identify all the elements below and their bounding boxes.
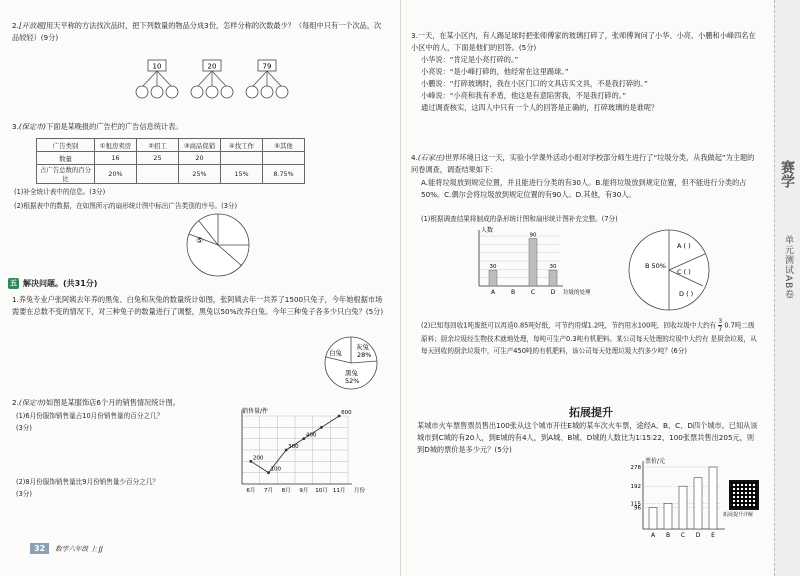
sub2-text: 0.7吨二级原料；厨余垃圾经生物技术就地处理，每吨可生产0.3吨有机肥料。某公司每天处理的垃圾中大约有 xyxy=(421,321,755,343)
table-cell-blank[interactable] xyxy=(137,165,179,184)
question-4-sub2 xyxy=(421,318,761,357)
question-number: 4. xyxy=(411,153,418,162)
question-tag: (保定市) xyxy=(18,122,47,131)
x-tick-label: 6月 xyxy=(246,488,256,494)
data-point xyxy=(338,415,341,418)
table-cell: 20 xyxy=(179,152,221,165)
section-title: 解决问题。(共31分) xyxy=(23,279,98,288)
answer-circle[interactable] xyxy=(191,86,203,98)
side-spine xyxy=(774,0,800,576)
answer-circle[interactable] xyxy=(221,86,233,98)
answer-circle[interactable] xyxy=(151,86,163,98)
bar xyxy=(649,508,657,529)
dialogue-line: 小鹏说：“打碎玻璃时，我在小区门口的文具店买文具，不是我打碎的。” xyxy=(421,79,648,88)
pie-label-black: 黑兔 xyxy=(345,369,358,377)
pie-label-c: C ( ) xyxy=(677,268,691,276)
sub2-text: (2)已知每回收1吨废纸可以再造0.85吨好纸，可节约用煤1.2吨，节约用水100吨，回收垃圾中大约有 xyxy=(421,321,717,330)
bar-value-label: 30 xyxy=(489,264,497,271)
table-cell: 25 xyxy=(137,152,179,165)
pie-label-d: D ( ) xyxy=(679,290,694,298)
rabbit-pie-chart xyxy=(315,333,387,393)
ticket-price-chart xyxy=(621,455,731,539)
table-cell: 25% xyxy=(179,165,221,184)
data-point xyxy=(249,460,252,463)
answer-circle[interactable] xyxy=(206,86,218,98)
waste-pie-chart xyxy=(619,224,719,316)
table-cell: 15% xyxy=(221,165,263,184)
x-tick-label: C xyxy=(680,532,686,539)
x-tick-label: C xyxy=(530,289,536,296)
book-title: 数学六年级 上 JJ xyxy=(55,545,103,553)
extend-problem: 某城市火车票售票员售出100张从这个城市开往E城的某车次火车票，途经A、B、C、D四个城市。已知从该城市到C城的有20人，到E城的有4人，到A城、B城、D城的人数比为1∶15∶22，100张票共售出205元，则到D城的票价是多少元？(5分) xyxy=(417,421,758,454)
pie-label: ⑤ xyxy=(196,236,204,245)
x-tick-label: D xyxy=(695,532,701,539)
question-3-prompt: 3.(保定市)下面是某晚报的广告栏的广告信息统计表。 xyxy=(12,122,183,131)
question-4-options: A.能将垃圾放到规定位置，并且能进行分类的有30人。B.能将垃圾放到规定位置，但不能进行分类的占50%。C.偶尔会将垃圾放到规定位置的有90人。D.其他，有30人。 xyxy=(421,178,747,199)
x-axis-label: 垃圾的处理 xyxy=(563,290,591,296)
table-header-cell: ⑤其他 xyxy=(263,139,305,152)
tree-group-3 xyxy=(246,60,288,98)
problem-1-prompt: 1.养兔专业户张阿姨去年养的黑兔、白兔和灰兔的数量统计如图，张阿姨去年一共养了1500只兔子，今年她根据市场需要在总数不变的情况下，对三种兔子的数量进行了调整，黑兔以50%改养白兔。今年三种兔子各多少只白兔？(5分) xyxy=(12,295,384,316)
bar xyxy=(549,270,557,286)
section-number: 五 xyxy=(10,279,17,287)
page-footer xyxy=(30,543,103,554)
question-text: 世界环境日这一天，实验小学课外活动小组对学校部分师生进行了“垃圾分类，从我做起”为主题的问卷调查，调查结果如下： xyxy=(411,153,755,174)
pie-label-black-pct: 52% xyxy=(345,377,360,385)
chart-title: 销售量/件 xyxy=(242,408,269,415)
page-number: 32 xyxy=(30,543,49,554)
table-cell: 20% xyxy=(95,165,137,184)
bar xyxy=(529,239,537,287)
sub2-text: 是厨余垃圾，从每天回收的厨余垃圾中，可生产450吨的有机肥料，该公司每天处理垃圾大约多少吨？(6分) xyxy=(421,335,757,355)
ad-pie-chart xyxy=(180,210,260,280)
y-tick-label: 96 xyxy=(634,505,641,512)
tree-group-2 xyxy=(191,60,233,98)
data-point xyxy=(302,437,305,440)
x-tick-label: 10月 xyxy=(315,488,328,494)
bar-value-label: 90 xyxy=(529,232,537,239)
x-tick-label: B xyxy=(510,289,516,296)
x-tick-label: D xyxy=(550,289,556,296)
bar-value-label: 30 xyxy=(549,264,557,271)
tree-box-label: 79 xyxy=(262,62,272,71)
x-tick-label: 9月 xyxy=(299,488,309,494)
question-text: 用天平称的方法找次品时，把下列数量的物品分成3份，怎样分称的次数最少？（每组中只有一个次品，次品较轻）(9分) xyxy=(12,21,382,42)
table-header-cell: ②招工 xyxy=(137,139,179,152)
question-3-sub1: (1)补全统计表中的信息。(3分) xyxy=(14,188,106,196)
question-text: 下面是某晚报的广告栏的广告信息统计表。 xyxy=(46,122,183,131)
table-row xyxy=(37,152,305,165)
problem-2-prompt: 2.(保定市)如图是某服饰店6个月的销售情况统计图。 xyxy=(12,398,180,407)
answer-circle[interactable] xyxy=(261,86,273,98)
data-point xyxy=(285,449,288,452)
ad-stats-table xyxy=(36,138,305,184)
data-label: 600 xyxy=(341,410,352,416)
question-tag: (石家庄) xyxy=(417,153,446,162)
tree-group-1 xyxy=(136,60,178,98)
question-4-sub1: (1)根据调查结果将制成的条形统计图和扇形统计图补充完整。(7分) xyxy=(421,215,618,223)
tree-diagram xyxy=(130,58,300,106)
dialogue-line: 小峰说：“小亮和我有矛盾，他这是有意陷害我，不是我打碎的。” xyxy=(421,91,627,100)
chart-title: 票价/元 xyxy=(645,458,666,465)
question-3-dialogue xyxy=(421,54,761,114)
bar xyxy=(694,478,702,529)
bar xyxy=(664,503,672,529)
answer-circle[interactable] xyxy=(166,86,178,98)
fraction-numerator: 3 xyxy=(718,318,723,325)
table-row xyxy=(37,139,305,152)
dialogue-line: 小亮说：“是小峰打碎的，他经常在这里踢球。” xyxy=(421,67,569,76)
problem-2-sub2-points: (3分) xyxy=(16,490,32,498)
question-text: 如图是某服饰店6个月的销售情况统计图。 xyxy=(46,398,180,407)
table-cell-blank[interactable] xyxy=(221,152,263,165)
question-text: 一天，在某小区内，有人踢足球时把张师傅家的玻璃打碎了，张师傅询问了小华、小亮、小鹏和小峰四名在小区中的人，下面是他们的回答。(5分) xyxy=(411,31,756,52)
question-3-right-prompt xyxy=(411,30,761,54)
data-label: 200 xyxy=(252,455,264,462)
x-tick-label: E xyxy=(711,532,715,539)
chart-title: 人数 xyxy=(481,227,494,234)
dialogue-line: 小华说：“肯定是小亮打碎的。” xyxy=(421,55,519,64)
table-cell-blank[interactable] xyxy=(263,152,305,165)
table-row xyxy=(37,165,305,184)
dialogue-line: 通过调查核实，这四人中只有一个人的回答是正确的，打碎玻璃的是谁呢？ xyxy=(421,103,659,112)
problem-2-sub1: (1)6月份服饰销售量占10月份销售量的百分之几？ xyxy=(16,412,164,420)
question-2-prompt: 2.[开放题]用天平称的方法找次品时，把下列数量的物品分成3份，怎样分称的次数最少？（每组中只有一个次品，次品较轻）(9分) xyxy=(12,21,382,42)
x-tick-label: 7月 xyxy=(264,488,273,494)
data-label: 400 xyxy=(305,432,317,439)
section-5-heading xyxy=(8,278,97,289)
table-row-label: 占广告总数的百分比 xyxy=(37,165,95,184)
table-row-label: 广告类别 xyxy=(37,139,95,152)
table-header-cell: ④找工作 xyxy=(221,139,263,152)
tree-box-label: 10 xyxy=(152,62,162,71)
x-tick-label: A xyxy=(650,532,656,539)
x-tick-label: 8月 xyxy=(281,488,291,494)
question-tag: [开放题] xyxy=(18,21,47,30)
data-point xyxy=(320,426,323,429)
question-4-prompt xyxy=(411,152,761,176)
fraction-denominator: 7 xyxy=(718,326,723,333)
bar xyxy=(709,467,717,529)
data-point xyxy=(267,471,270,474)
tree-box-label: 20 xyxy=(207,62,217,71)
table-header-cell: ①租房卖房 xyxy=(95,139,137,152)
table-cell: 16 xyxy=(95,152,137,165)
x-tick-label: A xyxy=(490,289,496,296)
qr-code[interactable] xyxy=(729,480,759,510)
pie-label-a: A ( ) xyxy=(677,242,691,250)
answer-circle[interactable] xyxy=(246,86,258,98)
y-tick-label: 278 xyxy=(630,465,641,471)
data-label: 300 xyxy=(288,444,299,450)
spine-brand: 赛学 xyxy=(779,160,795,188)
pie-label-white: 白兔 xyxy=(329,349,342,357)
right-page xyxy=(400,0,800,576)
question-number: 3. xyxy=(411,31,418,40)
y-tick-label: 115 xyxy=(630,501,641,508)
table-cell: 8.75% xyxy=(263,165,305,184)
problem-2-sub1-points: (3分) xyxy=(16,424,32,432)
spine-text: 单元测试AB卷 xyxy=(783,235,793,300)
x-tick-label: B xyxy=(665,532,671,539)
answer-circle[interactable] xyxy=(136,86,148,98)
data-label: 100 xyxy=(270,466,281,473)
qr-caption: 拓展提升详解 xyxy=(723,512,754,518)
y-tick-label: 192 xyxy=(630,484,641,491)
pie-label-gray: 灰兔 xyxy=(356,343,369,351)
bar xyxy=(489,270,497,286)
waste-bar-chart xyxy=(459,224,609,304)
x-tick-label: 11月 xyxy=(332,488,346,494)
answer-circle[interactable] xyxy=(276,86,288,98)
problem-2-sub2: (2)8月份服饰销售量比9月份销售量少百分之几？ xyxy=(16,478,160,486)
fraction xyxy=(718,318,722,333)
sales-line-chart xyxy=(222,406,382,498)
table-row-label: 数量 xyxy=(37,152,95,165)
question-3-sub2: (2)根据表中的数据，在如图所示的扇形统计图中标出广告类别的序号。(3分) xyxy=(14,202,238,210)
extend-title: 拓展提升 xyxy=(569,406,613,419)
table-header-cell: ③商品促销 xyxy=(179,139,221,152)
pie-label-gray-pct: 28% xyxy=(357,351,372,359)
question-tag: (保定市) xyxy=(18,398,47,407)
x-axis-label: 月份 xyxy=(354,488,366,494)
bar xyxy=(679,486,687,529)
pie-label-b: B 50% xyxy=(645,262,666,270)
